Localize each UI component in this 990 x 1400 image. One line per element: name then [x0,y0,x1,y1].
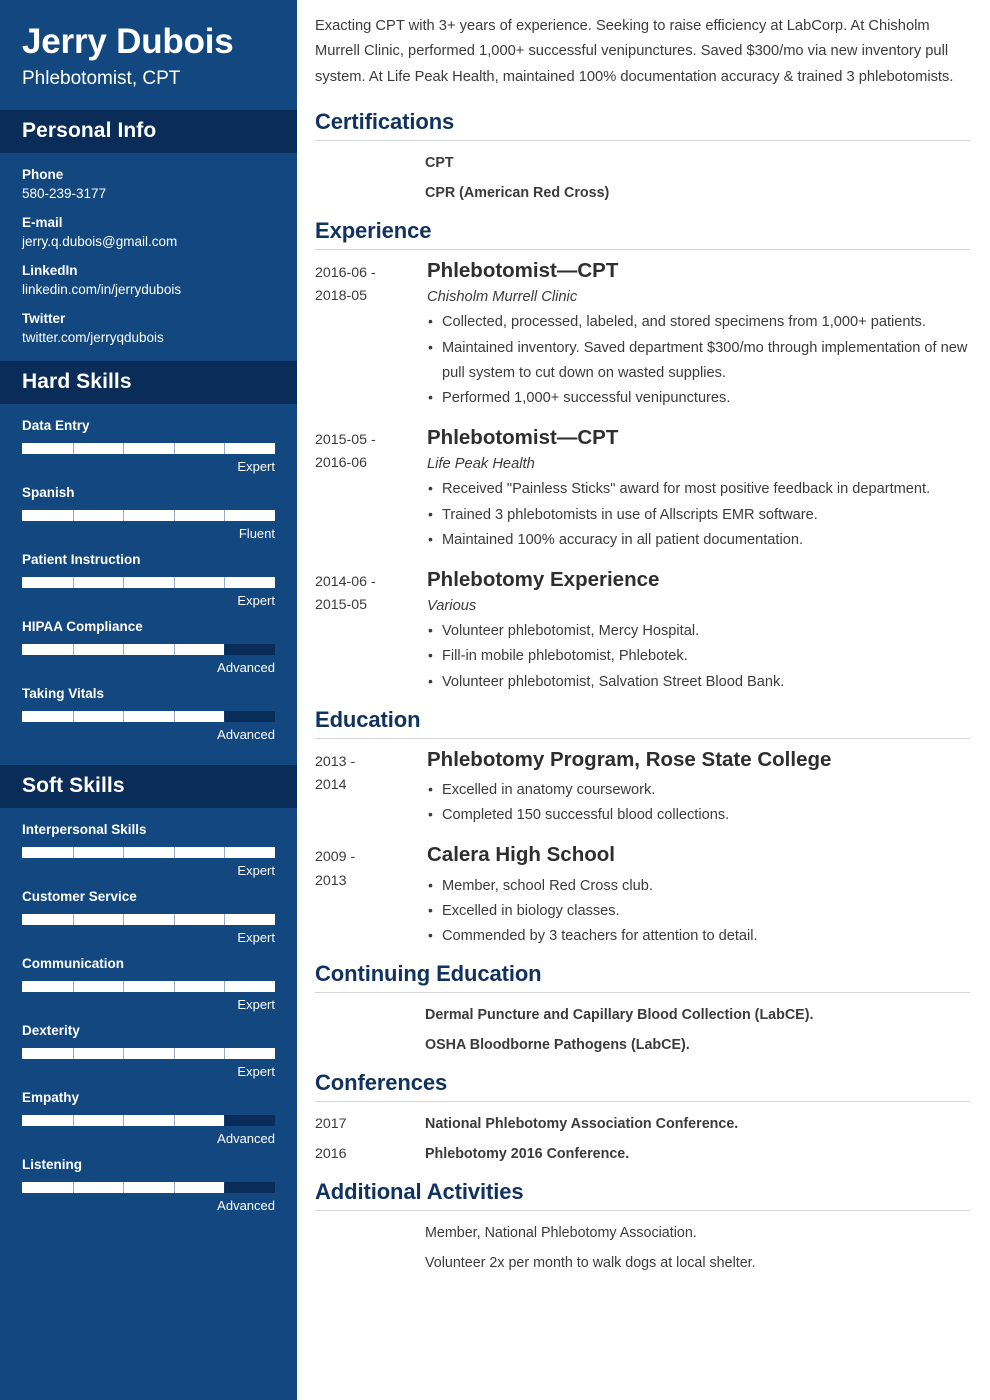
skill-level-label: Advanced [217,727,275,743]
entry-date-range: 2013 - 2014 [315,753,356,794]
section-experience [315,212,970,701]
skill-bar-segment-divider [174,914,175,925]
skill-name: HIPAA Compliance [22,619,143,635]
skill-bar-segment-divider [224,981,225,992]
skill-item [22,552,275,608]
section-certifications [315,109,970,212]
skill-bar-segment-divider [174,847,175,858]
entry-bullet-list [427,778,970,828]
resume-entry [315,417,970,559]
entry-date-range: 2015-05 - 2016-06 [315,431,376,472]
skill-level-bar [22,914,275,925]
skill-bar-segment-divider [73,981,74,992]
list-item-date [315,185,425,201]
skill-level-label: Expert [237,1064,275,1080]
skill-item [22,1023,275,1079]
soft-skills-list [0,808,297,1236]
entry-date-range: 2009 - 2013 [315,849,356,889]
skill-level-bar-fill [22,577,275,588]
entry-bullet: • Performed 1,000+ successful venipunctures. [427,386,970,411]
entry-bullet: • Trained 3 phlebotomists in use of Allscripts EMR software. [427,503,970,528]
skill-name: Interpersonal Skills [22,822,147,838]
skill-item [22,619,275,675]
skill-item [22,889,275,945]
entry-bullet: • Maintained 100% accuracy in all patient documentation. [427,528,970,553]
main-content [297,0,990,1400]
skill-item [22,485,275,541]
personal-info-label: Phone [22,167,64,183]
personal-info-value: twitter.com/jerryqdubois [22,330,164,346]
entry-bullet-list [427,619,970,694]
skill-bar-segment-divider [224,1182,225,1193]
entry-date-range: 2014-06 - 2015-05 [315,573,376,614]
list-item-text: Phlebotomy 2016 Conference. [425,1146,630,1163]
list-item-text: Dermal Puncture and Capillary Blood Collection (LabCE). [425,1007,814,1024]
skill-level-label: Expert [237,459,275,475]
list-item-text: CPR (American Red Cross) [425,184,610,201]
skill-item [22,822,275,878]
entry-bullet: • Excelled in anatomy coursework. [427,778,970,803]
list-item [315,1139,970,1169]
entry-body [425,747,970,829]
entry-title: Phlebotomy Program, Rose State College [427,747,832,771]
section-title-experience: Experience [315,217,432,243]
resume-entry [315,739,970,835]
entry-bullet-list [427,477,970,552]
skill-name: Data Entry [22,418,90,434]
skill-bar-segment-divider [73,711,74,722]
skill-name: Listening [22,1157,82,1173]
section-title-continuing-education: Continuing Education [315,961,542,987]
personal-info-value: 580-239-3177 [22,186,107,202]
skill-bar-segment-divider [174,1182,175,1193]
candidate-name: Jerry Dubois [22,22,234,61]
skill-level-label: Advanced [217,1198,275,1214]
skill-name: Patient Instruction [22,552,141,568]
list-item [315,1109,970,1139]
skill-name: Spanish [22,485,75,501]
candidate-job-title: Phlebotomist, CPT [22,68,181,90]
entry-bullet: • Fill-in mobile phlebotomist, Phlebotek. [427,644,970,669]
experience-entries [315,250,970,701]
personal-info-list [0,153,297,361]
skill-level-bar [22,1182,275,1193]
section-header-personal-info: Personal Info [0,110,297,153]
education-entries [315,739,970,956]
skill-bar-segment-divider [174,981,175,992]
skill-bar-segment-divider [123,644,124,655]
skill-bar-segment-divider [174,577,175,588]
skill-bar-segment-divider [123,510,124,521]
list-item [315,148,970,178]
skill-bar-segment-divider [123,847,124,858]
skill-level-bar [22,644,275,655]
skill-level-bar-fill [22,847,275,858]
personal-info-item [22,263,275,297]
sidebar-identity [0,0,297,110]
skill-item [22,686,275,742]
skill-level-bar-fill [22,510,275,521]
skill-level-bar [22,577,275,588]
skill-bar-segment-divider [174,644,175,655]
entry-body [425,425,970,553]
skill-level-bar [22,443,275,454]
entry-bullet: • Received "Painless Sticks" award for most positive feedback in department. [427,477,970,502]
list-item [315,1030,970,1060]
section-title-conferences: Conferences [315,1070,448,1096]
skill-bar-segment-divider [123,711,124,722]
entry-date-range: 2016-06 - 2018-05 [315,264,376,305]
skill-name: Dexterity [22,1023,80,1039]
section-additional-activities [315,1173,970,1282]
skill-name: Taking Vitals [22,686,105,702]
section-continuing-education [315,955,970,1064]
entry-organization: Various [427,598,477,615]
skill-name: Customer Service [22,889,137,905]
conferences-list [315,1102,970,1173]
skill-level-label: Advanced [217,1131,275,1147]
skill-level-bar [22,981,275,992]
skill-bar-segment-divider [123,1048,124,1059]
entry-bullet-list [427,874,970,949]
skill-bar-segment-divider [123,577,124,588]
skill-level-label: Fluent [238,526,275,542]
skill-bar-segment-divider [73,914,74,925]
skill-level-bar-fill [22,981,275,992]
list-item [315,1248,970,1278]
skill-bar-segment-divider [224,443,225,454]
skill-bar-segment-divider [224,1115,225,1126]
skill-level-label: Advanced [217,660,275,676]
list-item-date [315,155,425,171]
skill-bar-segment-divider [73,1182,74,1193]
continuing-education-list [315,993,970,1064]
skill-bar-segment-divider [174,443,175,454]
skill-bar-segment-divider [73,1048,74,1059]
skill-name: Empathy [22,1090,80,1106]
skill-level-label: Expert [237,930,275,946]
list-item-date: 2017 [315,1116,347,1133]
entry-bullet: • Volunteer phlebotomist, Salvation Street Blood Bank. [427,670,970,695]
skill-level-bar [22,1115,275,1126]
entry-bullet: • Collected, processed, labeled, and stored specimens from 1,000+ patients. [427,310,970,335]
hard-skills-list [0,404,297,765]
list-item-text: National Phlebotomy Association Conference. [425,1116,739,1133]
skill-bar-segment-divider [224,644,225,655]
list-item-date [315,1225,425,1241]
skill-item [22,1157,275,1213]
list-item-date: 2016 [315,1146,347,1163]
entry-bullet: • Maintained inventory. Saved department $300/mo through implementation of new pull system to cut down on wasted supplies. [427,336,970,386]
entry-organization: Life Peak Health [427,456,535,473]
personal-info-value: linkedin.com/in/jerrydubois [22,282,182,298]
professional-summary: Exacting CPT with 3+ years of experience. Seeking to raise efficiency at LabCorp. At Chisholm Murrell Clinic, performed 1,000+ successful venipunctures. Saved $300/mo via new inventory pull system. At Life Peak Health, maintained 100% documentation accuracy & trained 3 phlebotomists. [315,18,954,85]
skill-bar-segment-divider [174,711,175,722]
entry-body [425,258,970,411]
skill-level-bar [22,847,275,858]
entry-body [425,567,970,695]
list-item [315,178,970,208]
list-item [315,1000,970,1030]
skill-bar-segment-divider [73,1115,74,1126]
skill-bar-segment-divider [123,1182,124,1193]
skill-name: Communication [22,956,125,972]
resume-entry [315,559,970,701]
list-item-text: CPT [425,154,454,171]
skill-bar-segment-divider [174,510,175,521]
section-education [315,701,970,956]
entry-bullet: • Completed 150 successful blood collections. [427,803,970,828]
skill-bar-segment-divider [174,1115,175,1126]
skill-bar-segment-divider [224,847,225,858]
personal-info-item [22,167,275,201]
skill-item [22,418,275,474]
entry-bullet: • Member, school Red Cross club. [427,874,970,899]
list-item [315,1218,970,1248]
entry-title: Phlebotomy Experience [427,567,660,591]
personal-info-item [22,311,275,345]
skill-bar-segment-divider [224,711,225,722]
skill-level-bar-fill [22,1048,275,1059]
certifications-list [315,141,970,212]
skill-bar-segment-divider [123,914,124,925]
resume-entry [315,834,970,955]
skill-level-bar-fill [22,443,275,454]
skill-bar-segment-divider [224,510,225,521]
personal-info-value: jerry.q.dubois@gmail.com [22,234,178,250]
list-item-date [315,1037,425,1053]
entry-title: Calera High School [427,843,615,867]
skill-level-bar-fill [22,914,275,925]
section-title-certifications: Certifications [315,108,455,134]
skill-bar-segment-divider [174,1048,175,1059]
entry-title: Phlebotomist—CPT [427,425,619,449]
section-title-education: Education [315,706,421,732]
skill-bar-segment-divider [73,443,74,454]
skill-bar-segment-divider [123,981,124,992]
section-conferences [315,1064,970,1173]
entry-organization: Chisholm Murrell Clinic [427,289,578,306]
personal-info-item [22,215,275,249]
skill-bar-segment-divider [123,443,124,454]
skill-bar-segment-divider [224,914,225,925]
list-item-text: Volunteer 2x per month to walk dogs at local shelter. [425,1255,756,1272]
skill-level-bar [22,711,275,722]
skill-bar-segment-divider [73,644,74,655]
list-item-date [315,1007,425,1023]
entry-body [425,842,970,949]
skill-item [22,1090,275,1146]
entry-title: Phlebotomist—CPT [427,258,619,282]
personal-info-label: Twitter [22,311,66,327]
skill-bar-segment-divider [73,847,74,858]
section-header-soft-skills: Soft Skills [0,765,297,808]
sidebar [0,0,297,1400]
skill-level-label: Expert [237,997,275,1013]
skill-item [22,956,275,1012]
personal-info-label: E-mail [22,215,63,231]
entry-bullet: • Commended by 3 teachers for attention to detail. [427,924,970,949]
skill-bar-segment-divider [123,1115,124,1126]
skill-bar-segment-divider [224,577,225,588]
skill-level-bar [22,1048,275,1059]
skill-level-bar [22,510,275,521]
skill-bar-segment-divider [224,1048,225,1059]
list-item-date [315,1255,425,1271]
resume-entry [315,250,970,417]
personal-info-label: LinkedIn [22,263,78,279]
skill-bar-segment-divider [73,510,74,521]
skill-level-label: Expert [237,863,275,879]
list-item-text: Member, National Phlebotomy Association. [425,1225,697,1242]
entry-bullet-list [427,310,970,410]
entry-bullet: • Excelled in biology classes. [427,899,970,924]
entry-bullet: • Volunteer phlebotomist, Mercy Hospital. [427,619,970,644]
skill-bar-segment-divider [73,577,74,588]
list-item-text: OSHA Bloodborne Pathogens (LabCE). [425,1037,690,1054]
skill-level-label: Expert [237,593,275,609]
section-title-additional-activities: Additional Activities [315,1179,524,1205]
section-header-hard-skills: Hard Skills [0,361,297,404]
additional-activities-list [315,1211,970,1282]
